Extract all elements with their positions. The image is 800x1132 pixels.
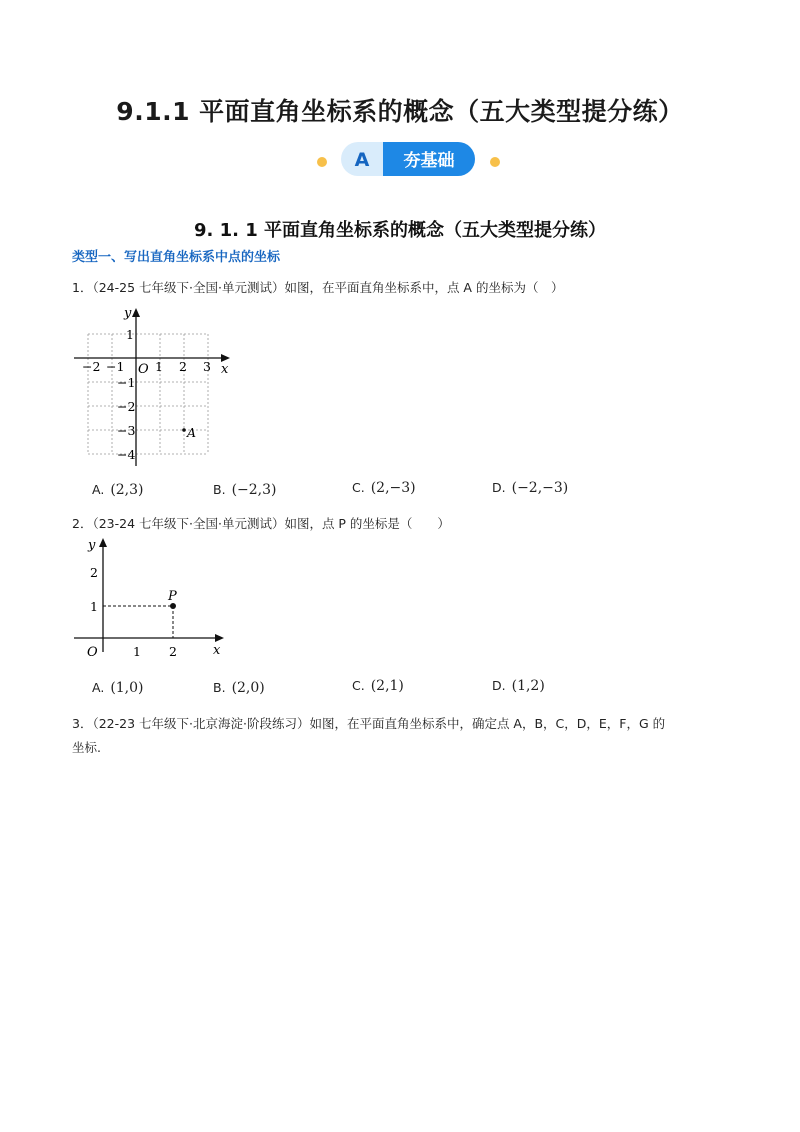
q1-option-b[interactable]: B. (−2,3)	[213, 482, 277, 498]
q2-option-a[interactable]: A. (1,0)	[92, 680, 144, 696]
q1-y-label: y	[124, 306, 132, 321]
q1-x-label: x	[221, 362, 229, 377]
banner-label: 夯基础	[403, 151, 455, 171]
question-3-text-line1: 3．（22-23 七年级下·北京海淀·阶段练习）如图，在平面直角坐标系中，确定点 A，B，C，D，E，F，G 的	[72, 716, 666, 731]
q2-origin-label: O	[87, 645, 98, 660]
question-1-text: 1．（24-25 七年级下·全国·单元测试）如图，在平面直角坐标系中，点 A 的坐标为（ ）	[72, 280, 564, 295]
q2-y-tick: 2	[90, 565, 98, 580]
question-3-text-line2: 坐标.	[72, 740, 101, 755]
q1-x-tick: 2	[179, 359, 187, 374]
question-2-text: 2．（23-24 七年级下·全国·单元测试）如图，点 P 的坐标是（ ）	[72, 516, 450, 531]
q1-y-arrow	[132, 308, 140, 317]
q1-option-a[interactable]: A. (2,3)	[92, 482, 144, 498]
q1-x-arrow	[221, 354, 230, 362]
q2-option-c[interactable]: C. (2,1)	[352, 678, 404, 694]
q1-point-a	[182, 428, 186, 432]
section-banner	[255, 138, 565, 180]
banner-dot-left	[317, 157, 327, 167]
q1-point-a-label: A	[187, 425, 197, 440]
q2-x-label: x	[213, 643, 221, 658]
q2-x-tick: 1	[133, 644, 141, 659]
q2-y-label: y	[88, 538, 96, 553]
q2-y-tick: 1	[90, 599, 98, 614]
q1-y-tick: −4	[117, 447, 136, 462]
q2-option-d[interactable]: D. (1,2)	[492, 678, 545, 694]
question-1-figure	[68, 304, 238, 470]
q1-x-tick: −2	[82, 359, 101, 374]
q2-x-arrow	[215, 634, 224, 642]
q2-option-b[interactable]: B. (2,0)	[213, 680, 265, 696]
page-title: 9.1.1 平面直角坐标系的概念（五大类型提分练）	[116, 97, 684, 126]
q1-y-tick: −2	[117, 399, 136, 414]
q2-x-tick: 2	[169, 644, 177, 659]
q2-point-p-label: P	[168, 589, 177, 604]
q1-origin-label: O	[138, 362, 149, 377]
type-heading: 类型一、写出直角坐标系中点的坐标	[72, 250, 281, 265]
q1-y-tick: −3	[117, 423, 136, 438]
q1-y-tick: −1	[117, 375, 136, 390]
question-2-figure	[70, 534, 230, 664]
q1-x-tick: 3	[203, 359, 211, 374]
q2-y-arrow	[99, 538, 107, 547]
banner-dot-right	[490, 157, 500, 167]
q1-x-tick: −1	[106, 359, 125, 374]
q1-option-d[interactable]: D. (−2,−3)	[492, 480, 569, 496]
q1-y-tick: 1	[126, 327, 134, 342]
q1-option-c[interactable]: C. (2,−3)	[352, 480, 416, 496]
q1-x-tick: 1	[155, 359, 163, 374]
banner-letter: A	[354, 149, 370, 171]
sub-title: 9. 1. 1 平面直角坐标系的概念（五大类型提分练）	[193, 220, 607, 241]
